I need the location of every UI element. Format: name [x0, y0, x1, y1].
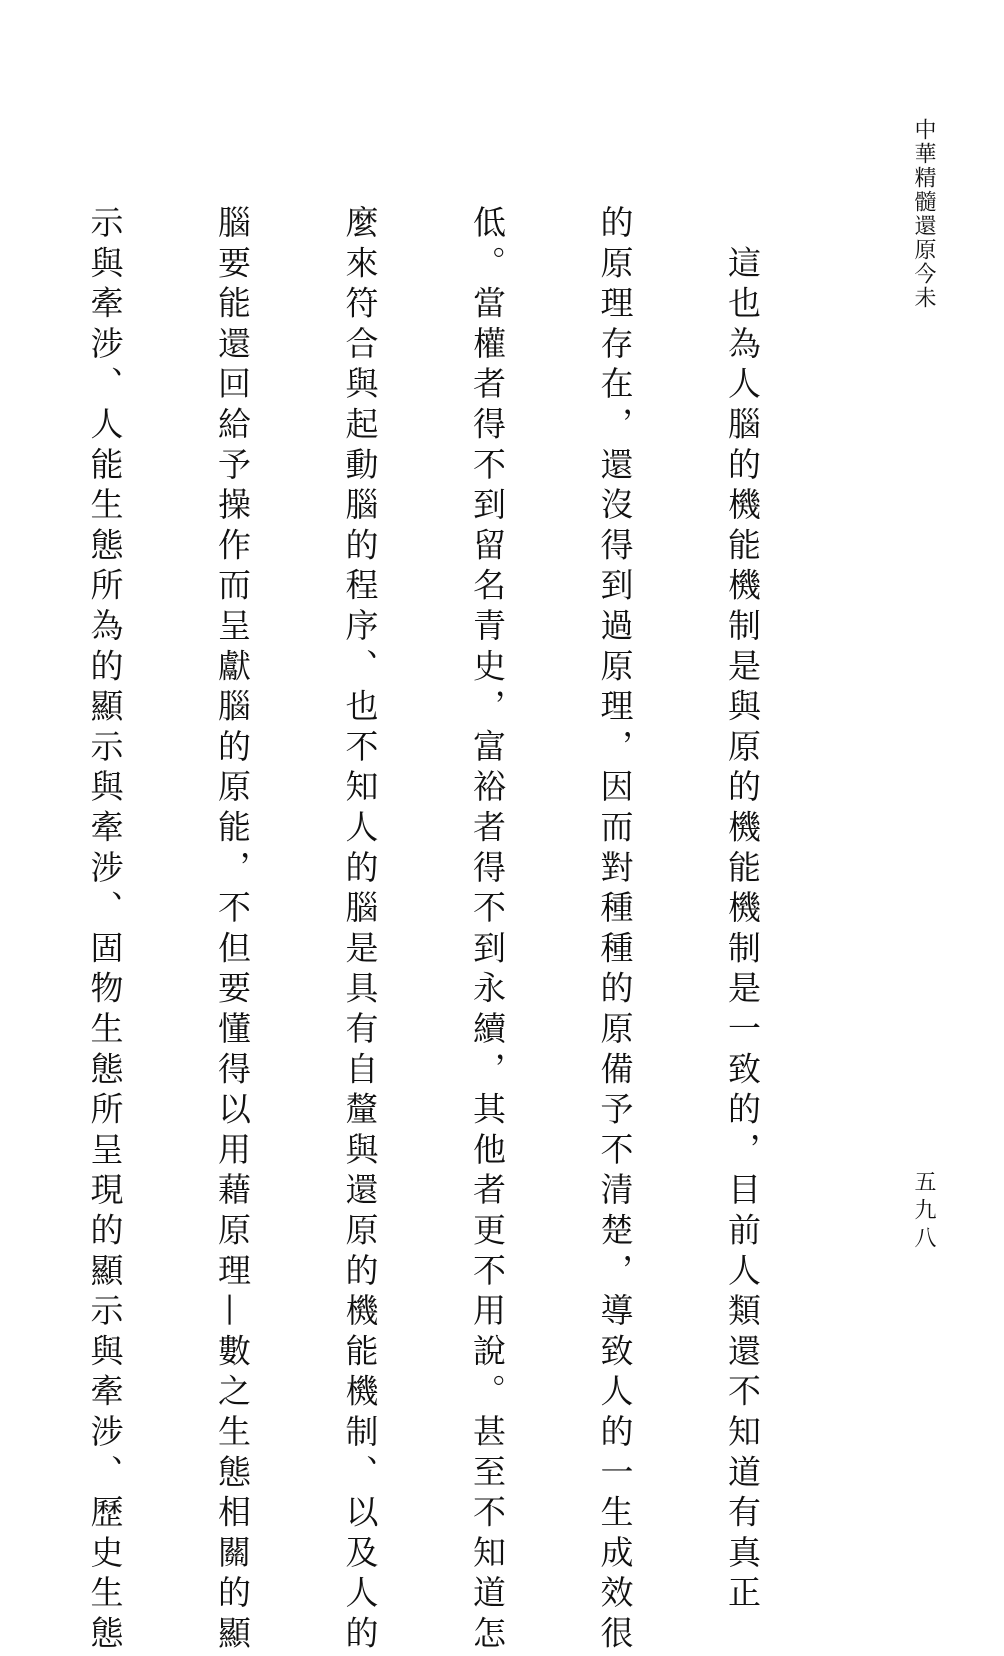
text-column-2: 的原理存在，還沒得到過原理，因而對種種的原備予不清楚，導致人的一生成效很: [595, 205, 635, 1656]
page-number: 五九八: [911, 1170, 936, 1254]
text-column-6: 示與牽涉、人能生態所為的顯示與牽涉、固物生態所呈現的顯示與牽涉、歷史生態: [85, 205, 125, 1656]
running-header: 中華精髓還原今未: [911, 118, 936, 310]
text-column-4: 麼來符合與起動腦的程序、也不知人的腦是具有自釐與還原的機能機制、以及人的: [340, 205, 380, 1656]
text-column-3: 低。當權者得不到留名青史，富裕者得不到永續，其他者更不用說。甚至不知道怎: [468, 205, 507, 1656]
text-column-5: 腦要能還回給予操作而呈獻腦的原能，不但要懂得以用藉原理—數之生態相關的顯: [213, 205, 252, 1656]
text-column-1: 這也為人腦的機能機制是與原的機能機制是一致的，目前人類還不知道有真正: [723, 205, 762, 1616]
body-text: [85, 205, 848, 1656]
